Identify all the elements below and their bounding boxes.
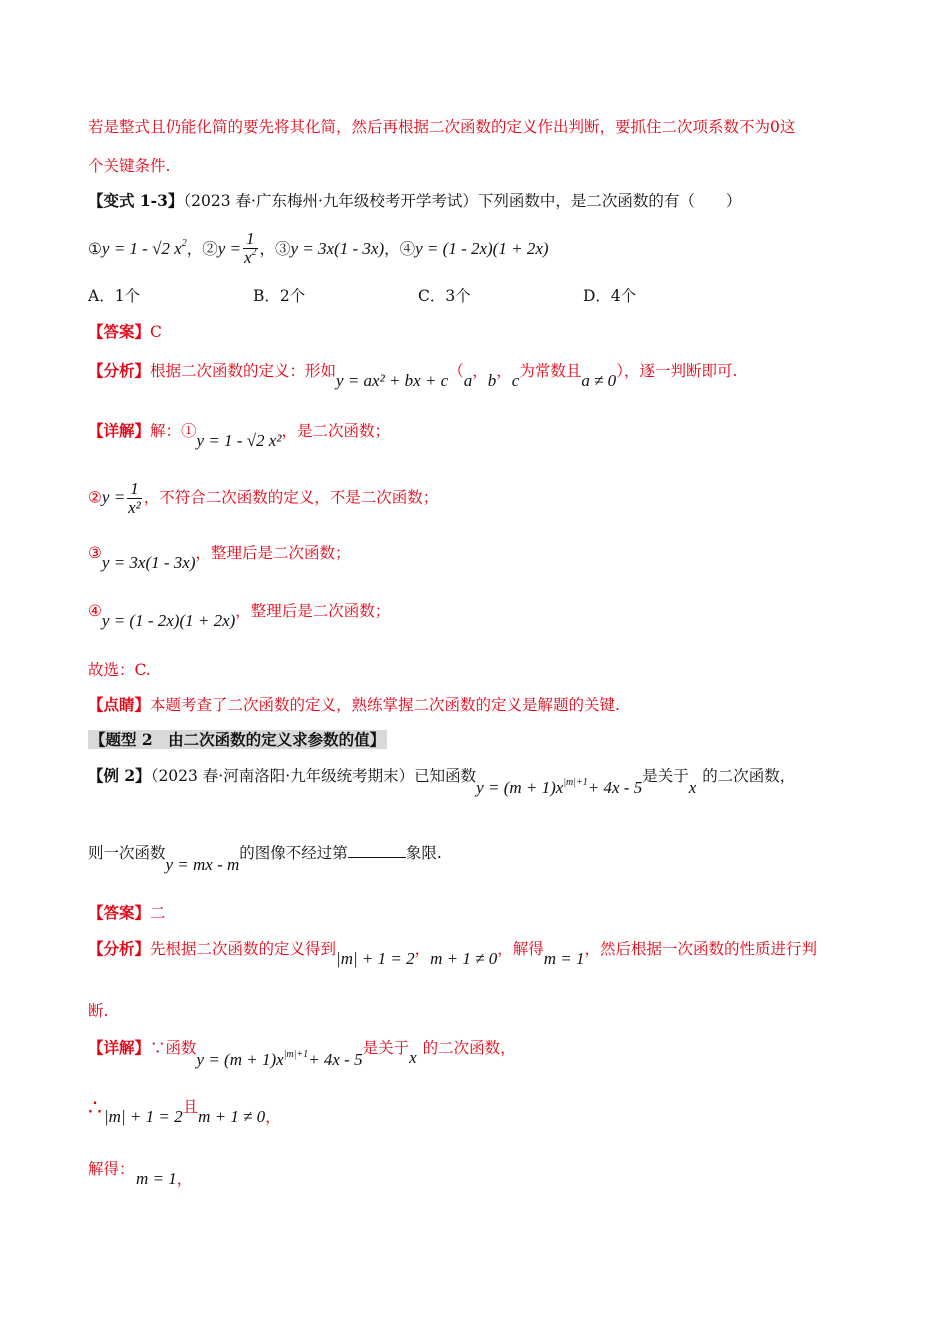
detail-1-f2-fraction bbox=[127, 480, 142, 517]
function-2-numerator: 1 bbox=[243, 230, 258, 249]
analysis-1-text-a: 根据二次函数的定义：形如 bbox=[150, 362, 337, 380]
example-2-line2-c: 象限. bbox=[405, 844, 442, 862]
option-b[interactable]: B．2个 bbox=[253, 287, 306, 305]
detail-1-f2-numerator: 1 bbox=[127, 480, 142, 499]
detail-1-f1: y = 1 - √2 x² bbox=[196, 431, 282, 450]
function-4-marker: ，④ bbox=[384, 240, 416, 258]
detail-2-eq3: m = 1 bbox=[136, 1169, 177, 1188]
analysis-1-c: c bbox=[511, 371, 520, 390]
answer-2-value: 二 bbox=[150, 904, 166, 922]
function-2-fraction: $\frac{1}{x^2}$ bbox=[243, 229, 257, 267]
function-2-marker: ，② bbox=[186, 240, 218, 258]
option-c[interactable]: C．3个 bbox=[418, 287, 471, 305]
analysis-1-text-c: 为常数且 bbox=[519, 362, 582, 380]
option-a[interactable]: A．1个 bbox=[88, 287, 141, 305]
example-2-var: x bbox=[688, 778, 697, 797]
detail-2-result bbox=[136, 1168, 192, 1190]
example-2-label: 【例 2】 bbox=[88, 766, 151, 785]
function-3-marker: ，③ bbox=[259, 240, 291, 258]
function-1-formula: y = 1 - √2 x bbox=[101, 239, 182, 258]
example-2-line2-func: y = mx - m bbox=[165, 855, 240, 874]
detail-1-f4-note: ，整理后是二次函数； bbox=[235, 602, 391, 620]
detail-2-sep: ， bbox=[265, 1108, 281, 1126]
detail-1-f2-denominator: x² bbox=[128, 498, 141, 517]
analysis-1-a: a bbox=[463, 371, 473, 390]
variant-source: （2023 春·广东梅州·九年级校考开学考试） bbox=[183, 192, 478, 210]
analysis-1-text-b: （ bbox=[448, 362, 464, 380]
detail-2-var: x bbox=[409, 1048, 417, 1067]
function-3: y = 3x(1 - 3x) bbox=[290, 239, 385, 258]
detail-1-f2-lhs: y = bbox=[101, 487, 126, 507]
answer-1-tag: 【答案】 bbox=[88, 322, 151, 341]
intro-line-1: 若是整式且仍能化简的要先将其化简，然后再根据二次函数的定义作出判断，要抓住二次项系数不为0这 bbox=[88, 118, 796, 136]
analysis-2-text-c: ，然后根据一次函数的性质进行判 bbox=[584, 940, 817, 958]
analysis-2-eq2: m + 1 ≠ 0 bbox=[430, 949, 498, 968]
comment-1 bbox=[88, 694, 620, 716]
variant-functions bbox=[88, 230, 549, 270]
detail-2-tag: 【详解】 bbox=[88, 1038, 151, 1057]
detail-2-because: ∵函数 bbox=[150, 1039, 197, 1057]
analysis-1 bbox=[88, 360, 738, 390]
detail-1-tag: 【详解】 bbox=[88, 421, 151, 440]
analysis-2-eq3: m = 1 bbox=[543, 949, 585, 968]
detail-1-conclusion: 故选：C. bbox=[88, 661, 151, 679]
option-d[interactable]: D．4个 bbox=[583, 287, 637, 305]
detail-1-f3-note: ，整理后是二次函数； bbox=[195, 544, 351, 562]
analysis-2-eq1: |m| + 1 = 2 bbox=[336, 949, 415, 968]
analysis-2-text-b: ，解得 bbox=[497, 940, 544, 958]
analysis-1-b: b bbox=[487, 371, 497, 390]
detail-2-eq2: m + 1 ≠ 0 bbox=[198, 1107, 266, 1126]
analysis-1-condition: a ≠ 0 bbox=[581, 371, 617, 390]
example-2-line-1 bbox=[88, 765, 796, 797]
function-1: y = 1 - √2 $x^2$ bbox=[101, 238, 187, 258]
therefore-symbol: ∴ bbox=[88, 1096, 102, 1121]
detail-2-func: y = (m + 1)x bbox=[196, 1050, 284, 1069]
example-2-text-b: 是关于 bbox=[642, 767, 689, 785]
analysis-2-tag: 【分析】 bbox=[88, 939, 151, 958]
detail-1-line-2 bbox=[88, 480, 438, 517]
variant-question-text: 下列函数中，是二次函数的有（ ） bbox=[477, 192, 742, 210]
answer-2 bbox=[88, 902, 166, 924]
detail-1-f2-marker: ② bbox=[88, 488, 102, 507]
function-1-marker: ① bbox=[88, 240, 102, 258]
detail-1-line-3 bbox=[88, 542, 351, 572]
answer-blank[interactable] bbox=[348, 843, 406, 858]
detail-1-f1-note: ，是二次函数； bbox=[281, 422, 390, 440]
analysis-1-sep-2: ， bbox=[496, 362, 512, 380]
example-2-function bbox=[476, 778, 642, 797]
example-2-line-2 bbox=[88, 842, 442, 874]
example-2-exponent: |m|+1 bbox=[563, 777, 588, 788]
section-title: 【题型 2 由二次函数的定义求参数的值】 bbox=[90, 730, 386, 749]
detail-2-line-2 bbox=[88, 1098, 102, 1121]
detail-1-f3: y = 3x(1 - 3x) bbox=[101, 553, 196, 572]
answer-2-tag: 【答案】 bbox=[88, 903, 151, 922]
variant-label: 【变式 1-3】 bbox=[88, 191, 184, 210]
example-2-func-tail: + 4x - 5 bbox=[587, 778, 643, 797]
analysis-1-tag: 【分析】 bbox=[88, 361, 151, 380]
detail-2-solve: 解得： bbox=[88, 1160, 135, 1178]
detail-2-eq1: |m| + 1 = 2 bbox=[104, 1107, 183, 1126]
detail-2-line-1 bbox=[88, 1037, 516, 1069]
comment-1-tag: 【点睛】 bbox=[88, 695, 151, 714]
detail-2-equations bbox=[104, 1098, 281, 1128]
detail-2-text-b: 是关于 bbox=[362, 1039, 410, 1057]
analysis-2-line-2: 断. bbox=[88, 1002, 109, 1020]
detail-1-intro: 解：① bbox=[150, 422, 197, 440]
detail-2-func-tail: + 4x - 5 bbox=[308, 1050, 363, 1069]
analysis-1-sep-1: ， bbox=[472, 362, 488, 380]
analysis-1-text-d: ），逐一判断即可. bbox=[616, 362, 738, 380]
analysis-1-formula: y = ax² + bx + c bbox=[336, 371, 449, 390]
detail-1-f3-marker: ③ bbox=[88, 544, 102, 562]
example-2-source: （2023 春·河南洛阳·九年级统考期末）已知函数 bbox=[150, 767, 477, 785]
function-2-denominator: x bbox=[243, 248, 252, 267]
detail-2-exponent: |m|+1 bbox=[283, 1049, 309, 1060]
detail-1-f4: y = (1 - 2x)(1 + 2x) bbox=[101, 611, 236, 630]
comment-1-text: 本题考查了二次函数的定义，熟练掌握二次函数的定义是解题的关键. bbox=[150, 696, 620, 714]
detail-1-line-4 bbox=[88, 600, 391, 630]
function-4: y = (1 - 2x)(1 + 2x) bbox=[415, 239, 549, 258]
analysis-2 bbox=[88, 938, 817, 968]
detail-1-f2-note: ，不符合二次函数的定义，不是二次函数； bbox=[143, 488, 439, 507]
example-2-line2-a: 则一次函数 bbox=[88, 844, 166, 862]
example-2-text-c: 的二次函数， bbox=[702, 767, 796, 785]
detail-1-f4-marker: ④ bbox=[88, 602, 102, 620]
example-2-line2-b: 的图像不经过第 bbox=[239, 844, 348, 862]
answer-1-value: C bbox=[150, 323, 162, 341]
variant-question bbox=[88, 190, 741, 212]
example-2-func: y = (m + 1)x bbox=[476, 778, 564, 797]
section-heading bbox=[88, 729, 387, 751]
analysis-2-sep: ， bbox=[414, 940, 431, 958]
analysis-2-text-a: 先根据二次函数的定义得到 bbox=[150, 940, 337, 958]
detail-2-function bbox=[197, 1050, 363, 1069]
intro-line-2: 个关键条件. bbox=[88, 157, 171, 175]
function-2-lhs: y = bbox=[217, 239, 242, 258]
detail-2-and: 且 bbox=[182, 1098, 199, 1116]
answer-1 bbox=[88, 321, 162, 343]
detail-1-line-1 bbox=[88, 420, 390, 450]
detail-2-end: ， bbox=[176, 1170, 193, 1188]
detail-2-text-c: 的二次函数， bbox=[422, 1039, 516, 1057]
